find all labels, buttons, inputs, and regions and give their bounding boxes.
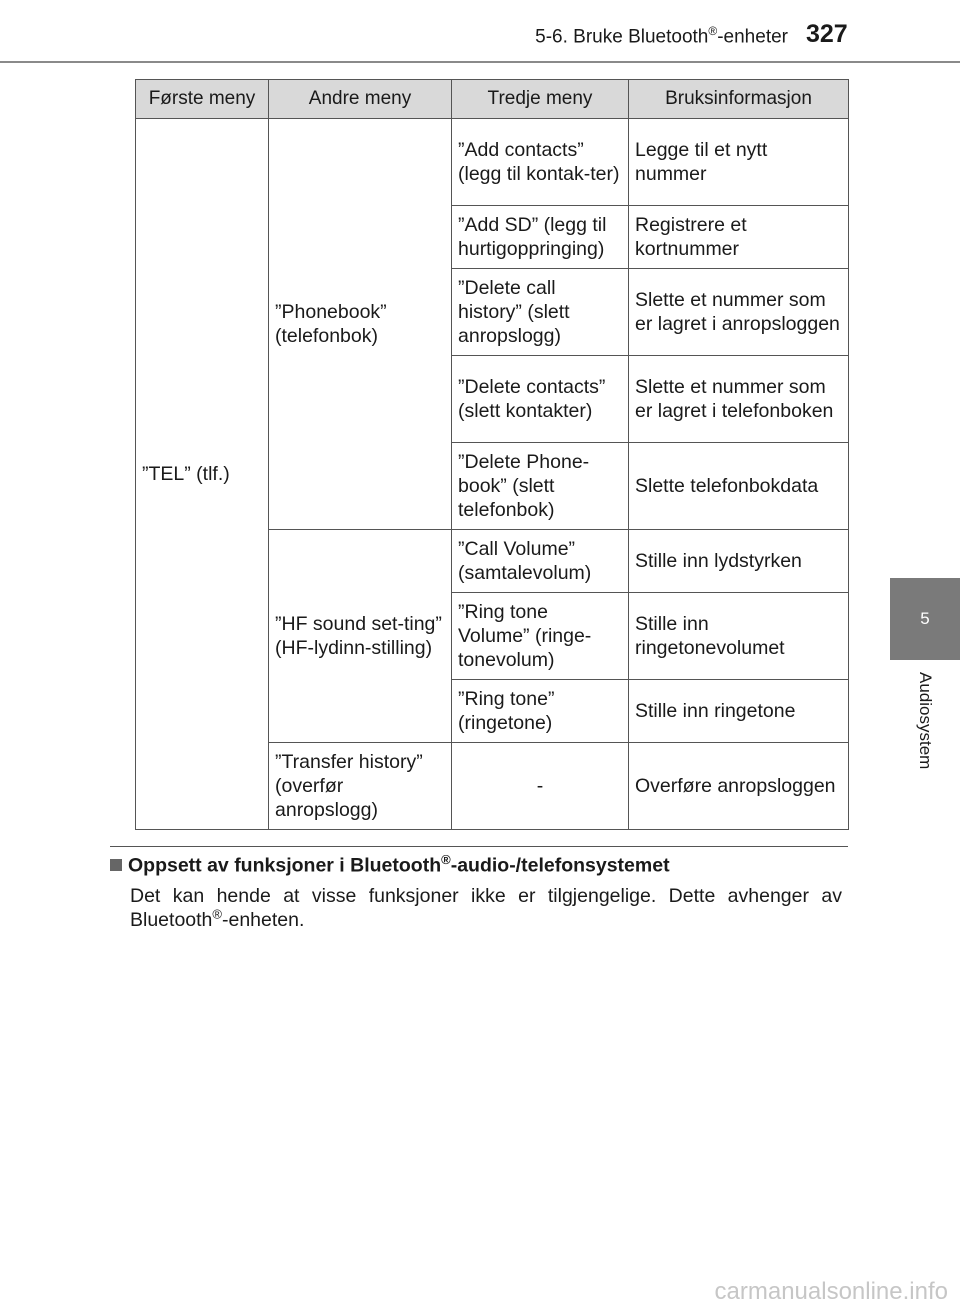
- paragraph-text: Det kan hende at visse funksjoner ikke er tilgjengelige. Dette avhenger av Bluetooth: [130, 885, 842, 931]
- first-menu-cell: ”TEL” (tlf.): [136, 119, 269, 830]
- info-cell: Stille inn ringetonevolumet: [629, 593, 849, 680]
- info-cell: Stille inn ringetone: [629, 680, 849, 743]
- square-bullet-icon: [110, 859, 122, 871]
- second-menu-cell: ”Phonebook” (telefonbok): [269, 119, 452, 530]
- third-menu-cell: ”Delete Phone-book” (slett telefonbok): [452, 443, 629, 530]
- page-number: 327: [806, 20, 848, 48]
- section-divider: [110, 846, 848, 847]
- column-header: Første meny: [136, 80, 269, 119]
- table-header-row: [136, 80, 849, 119]
- second-menu-cell: ”HF sound set-ting” (HF-lydinn-stilling): [269, 530, 452, 743]
- header-title-suffix: -enheter: [717, 26, 788, 48]
- section-heading-text: Oppsett av funksjoner i Bluetooth: [128, 854, 442, 877]
- third-menu-cell: ”Delete contacts” (slett kontakter): [452, 356, 629, 443]
- column-header: Andre meny: [269, 80, 452, 119]
- running-header: [0, 24, 788, 48]
- info-cell: Slette telefonbokdata: [629, 443, 849, 530]
- registered-mark: ®: [708, 24, 718, 38]
- third-menu-cell: ”Ring tone Volume” (ringe-tonevolum): [452, 593, 629, 680]
- menu-table: [135, 79, 849, 830]
- table-row: [136, 119, 849, 206]
- column-header: Bruksinformasjon: [629, 80, 849, 119]
- chapter-number: 5: [920, 609, 930, 628]
- section-paragraph: [130, 884, 842, 932]
- third-menu-cell: -: [452, 743, 629, 830]
- registered-mark: ®: [212, 906, 222, 922]
- info-cell: Registrere et kortnummer: [629, 206, 849, 269]
- third-menu-cell: ”Add SD” (legg til hurtigoppringing): [452, 206, 629, 269]
- column-header: Tredje meny: [452, 80, 629, 119]
- watermark: carmanualsonline.info: [714, 1278, 948, 1305]
- header-title-text: 5-6. Bruke Bluetooth: [535, 26, 709, 48]
- info-cell: Slette et nummer som er lagret i anropsloggen: [629, 269, 849, 356]
- third-menu-cell: ”Delete call history” (slett anropslogg): [452, 269, 629, 356]
- paragraph-suffix: -enheten.: [222, 909, 305, 931]
- third-menu-cell: ”Ring tone” (ringetone): [452, 680, 629, 743]
- section-heading: [110, 852, 848, 878]
- info-cell: Slette et nummer som er lagret i telefonboken: [629, 356, 849, 443]
- info-cell: Stille inn lydstyrken: [629, 530, 849, 593]
- section-heading-suffix: -audio-/telefonsystemet: [450, 854, 670, 877]
- header-divider: [0, 61, 960, 63]
- registered-mark: ®: [441, 852, 451, 867]
- chapter-tab: [890, 578, 960, 660]
- third-menu-cell: ”Add contacts” (legg til kontak-ter): [452, 119, 629, 206]
- third-menu-cell: ”Call Volume” (samtalevolum): [452, 530, 629, 593]
- second-menu-cell: ”Transfer history” (overfør anropslogg): [269, 743, 452, 830]
- chapter-label-text: Audiosystem: [916, 672, 935, 770]
- chapter-label: [890, 660, 960, 800]
- info-cell: Overføre anropsloggen: [629, 743, 849, 830]
- info-cell: Legge til et nytt nummer: [629, 119, 849, 206]
